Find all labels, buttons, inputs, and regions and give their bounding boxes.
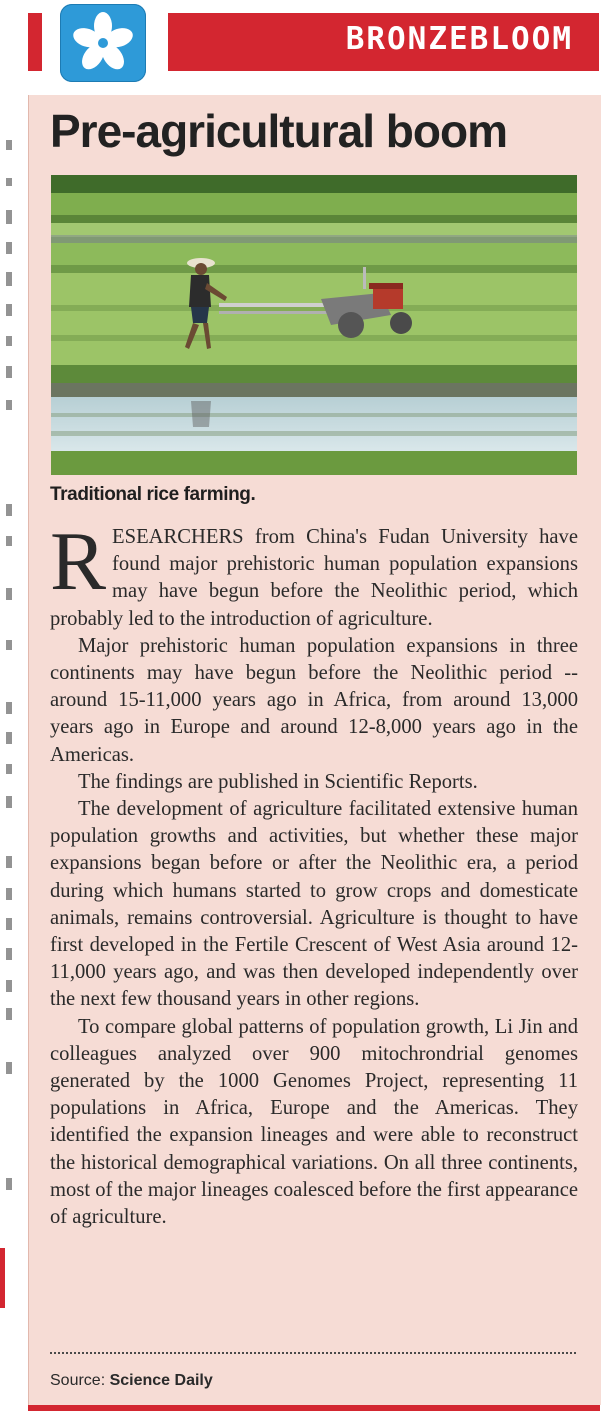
body-paragraph: The development of agriculture facilitated extensive human population growths and activities, but whether these major expansions began before or after the Neolithic era, a period during which humans started to grow crops and domesticate animals, remains controversial. Agriculture is thought to have first developed in the Fertile Crescent of West Asia around 12-11,000 years ago, and was then developed independently over the next few thousand years in other regions. [50, 798, 578, 1011]
article-body [50, 515, 578, 1231]
header-accent-bar [28, 13, 42, 71]
brand-name: BRONZEBLOOM [345, 21, 573, 57]
pinwheel-flower-icon [68, 8, 138, 78]
adjacent-column-edge [0, 100, 16, 1300]
farmer-with-plough-photo [51, 175, 577, 475]
source-name: Science Daily [109, 1372, 213, 1389]
adjacent-column-accent [0, 1248, 5, 1308]
source-divider [50, 1352, 576, 1354]
header-bar [168, 13, 599, 71]
lead-paragraph [50, 515, 578, 633]
headline: Pre-agricultural boom [50, 105, 507, 157]
body-paragraph: To compare global patterns of population growth, Li Jin and colleagues analyzed over 900 mitochrondrial genomes generated by the 1000 Genomes Project, representing 11 populations in Africa, Europe and the Americas. They identified the expansion lineages and were able to reconstruct the historical demographical variations. On all three continents, most of the major lineages coalesced before the first appearance of agriculture. [50, 1015, 578, 1229]
body-paragraph: Major prehistoric human population expansions in three continents may have begun before the Neolithic period -- around 15-11,000 years ago in Africa, from around 13,000 years ago in Europe and around 12-8,000 years ago in the Americas. [50, 634, 578, 766]
panel-bottom-rule [28, 1405, 600, 1411]
dropcap: R [50, 515, 107, 608]
photo-caption: Traditional rice farming. [50, 484, 256, 505]
body-paragraph: The findings are published in Scientific Reports. [78, 770, 478, 793]
source-line [50, 1372, 213, 1390]
lead-text: ESEARCHERS from China's Fudan University have found major prehistoric human population expansions may have begun before the Neolithic period, which probably led to the introduction of agriculture. [50, 526, 578, 630]
logo[interactable] [60, 4, 146, 82]
source-label: Source: [50, 1372, 106, 1389]
